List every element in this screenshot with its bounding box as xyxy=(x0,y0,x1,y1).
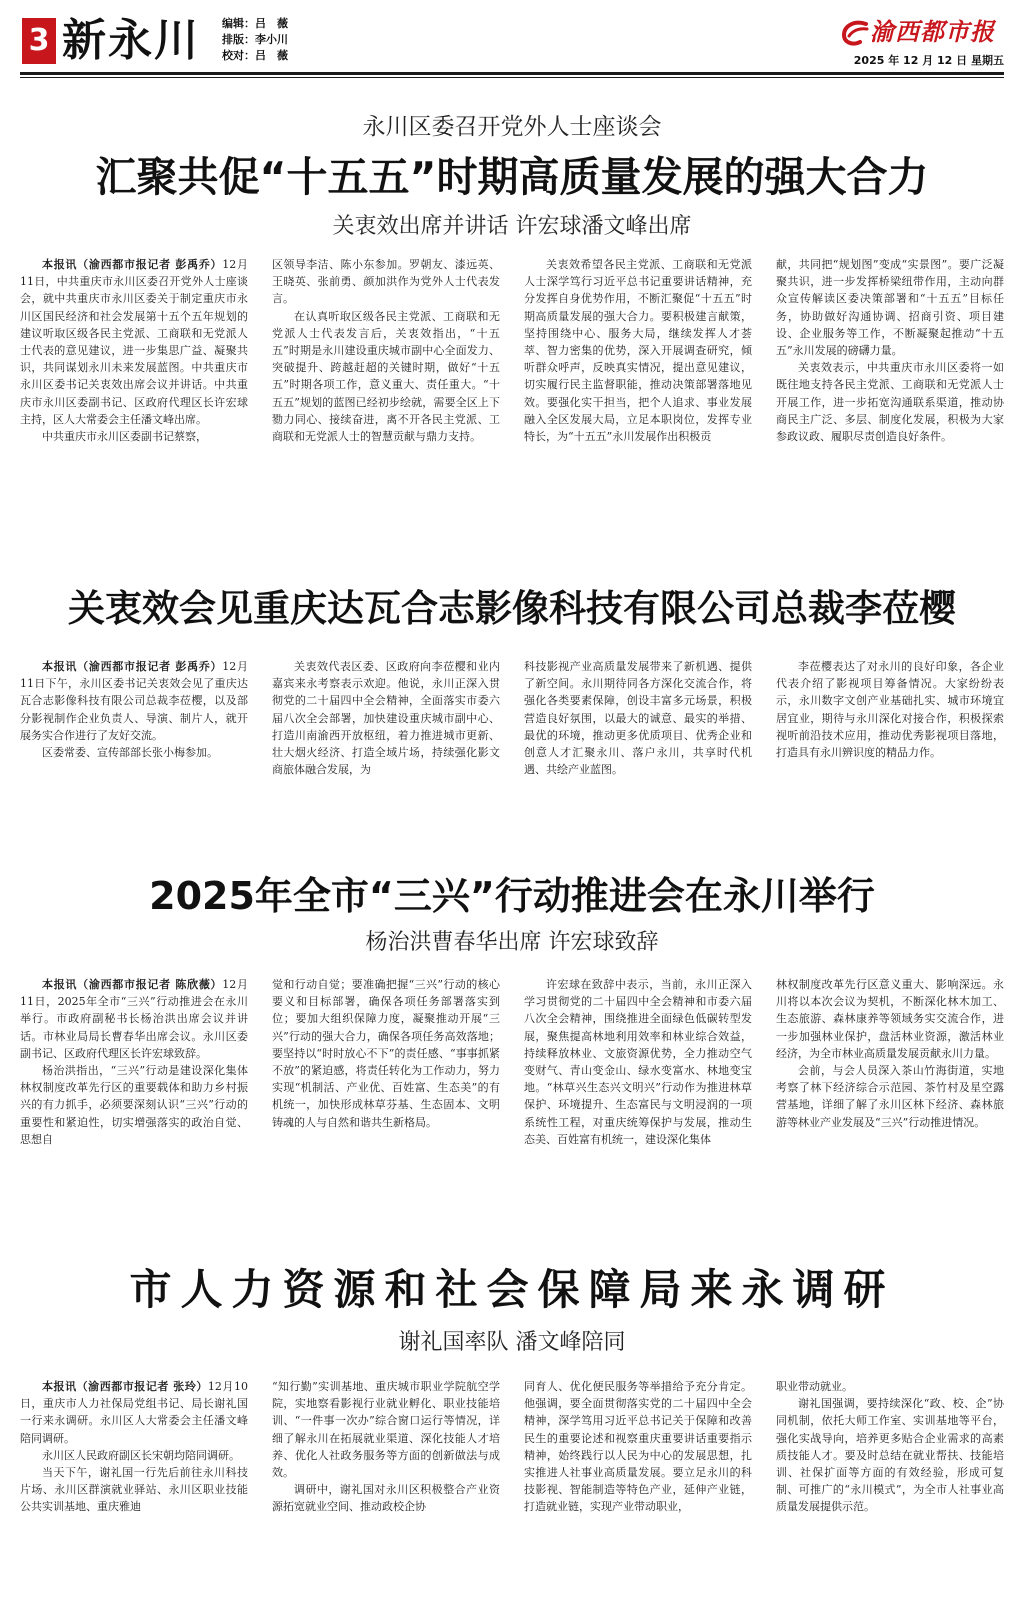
text-column xyxy=(776,658,1004,778)
text-column xyxy=(272,976,500,1148)
paragraph-text: 同育人、优化便民服务等举措给予充分肯定。他强调，要全面贯彻落实党的二十届四中全会精神，深学笃用习近平总书记关于保障和改善民生的重要论述和视察重庆重要讲话重要指示精神，始终践行以人民为中心的发展思想，扎实推进人社事业高质量发展。要立足永川的科技影视、智能制造等特色产业，延伸产业链，打造就业链，实现产业带动职业， xyxy=(524,1380,752,1514)
paragraph xyxy=(776,256,1004,359)
paragraph-text: 当天下午，谢礼国一行先后前往永川科技片场、永川区群演就业驿站、永川区职业技能公共实训基地、重庆雅迪 xyxy=(20,1466,248,1514)
article-headline: 关衷效会见重庆达瓦合志影像科技有限公司总裁李莅樱 xyxy=(68,587,956,630)
article-party-symposium xyxy=(20,112,1004,445)
paragraph xyxy=(20,1378,248,1447)
article-body xyxy=(20,256,1004,445)
issue-date: 2025 年 12 月 12 日 星期五 xyxy=(853,54,1004,67)
paragraph-text: 林权制度改革先行区意义重大、影响深远。永川将以本次会议为契机，不断深化林木加工、生态旅游、森林康养等领域务实交流合作，进一步加强林业保护，盘活林业资源，激活林业经济，为全市林业高质量发展贡献永川力量。 xyxy=(776,978,1004,1060)
text-column xyxy=(20,1378,248,1516)
paragraph-text: 杨治洪指出，“三兴”行动是建设深化集体林权制度改革先行区的重要载体和助力乡村振兴的有力抓手，必须要深刻认识“三兴”行动的重要性和紧迫性，切实增强落实的政治自觉、思想自 xyxy=(20,1064,248,1146)
byline: 本报讯（渝西都市报记者 彭禹乔） xyxy=(42,660,223,673)
paragraph xyxy=(272,976,500,1131)
article-body xyxy=(20,976,1004,1148)
paragraph xyxy=(776,1395,1004,1515)
article-subhead: 杨治洪曹春华出席 许宏球致辞 xyxy=(365,930,659,955)
masthead-rule-thick xyxy=(20,72,1004,75)
paragraph xyxy=(776,658,1004,761)
paragraph-text: 调研中，谢礼国对永川区积极整合产业资源拓宽就业空间、推动政校企协 xyxy=(272,1483,500,1514)
article-headline: 汇聚共促“十五五”时期高质量发展的强大合力 xyxy=(95,153,929,201)
paragraph xyxy=(20,1464,248,1516)
paragraph-text: 在认真听取区级各民主党派、工商联和无党派人士代表发言后，关衷效指出，“十五五”时期是永川建设重庆城市副中心全面发力、突破提升、跨越赶超的关键时期，做好“十五五”时期各项工作，意义重大、责任重大。“十五五”规划的蓝图已经初步绘就，需要全区上下勠力同心、接续奋进，离不开各民主党派、工商联和无党派人士的智慧贡献与鼎力支持。 xyxy=(272,309,500,444)
paragraph xyxy=(524,658,752,778)
paragraph-text: 科技影视产业高质量发展带来了新机遇、提供了新空间。永川期待同各方深化交流合作，将强化各类要素保障，创设丰富多元场景，积极营造良好氛围，以最大的诚意、最实的举措、最优的环境，推动更多优质项目、优秀企业和创意人才汇聚永川、落户永川，共享时代机遇、共绘产业蓝图。 xyxy=(524,660,752,777)
paragraph xyxy=(524,976,752,1148)
paragraph xyxy=(20,976,248,1062)
byline: 本报讯（渝西都市报记者 彭禹乔） xyxy=(42,258,223,271)
paragraph-text: 区领导李洁、陈小东参加。罗朝友、漆远英、王晓英、张前勇、颜加洪作为党外人士代表发言。 xyxy=(272,258,500,306)
credit-proofreader: 校对：吕 薇 xyxy=(222,49,288,62)
editorial-credits xyxy=(222,16,288,64)
paragraph xyxy=(272,1378,500,1481)
paragraph-text: 12月11日下午，永川区委书记关衷效会见了重庆达瓦合志影像科技有限公司总裁李莅樱，以及部分影视制作企业负责人、导演、制片人，就开展务实合作进行了友好交流。 xyxy=(20,660,248,742)
paragraph xyxy=(272,658,500,778)
paragraph-text: 12月11日，2025年全市“三兴”行动推进会在永川举行。市政府副秘书长杨治洪出席会议并讲话。市林业局局长曹春华出席会议。永川区委副书记、区政府代理区长许宏球致辞。 xyxy=(20,978,248,1060)
paragraph-text: 觉和行动自觉；要准确把握“三兴”行动的核心要义和目标部署，确保各项任务部署落实到位；要加大组织保障力度，凝聚推动开展“三兴”行动的强大合力，确保各项任务高效落地；要坚持以“时时放心不下”的责任感、“事事抓紧不放”的紧迫感，将责任转化为工作动力，努力实现“机制活、产业优、百姓富、生态美”的有机统一，加快形成林草芬基、生态固本、文明铸魂的人与自然和谐共生新格局。 xyxy=(272,978,500,1129)
paragraph xyxy=(20,658,248,744)
paragraph-text: 献，共同把“规划图”变成“实景图”。要广泛凝聚共识，进一步发挥桥梁纽带作用，主动向群众宣传解读区委决策部署和“十五五”目标任务，协助做好沟通协调、招商引资、项目建设、企业服务等工作，不断凝聚起推动“十五五”永川发展的磅礴力量。 xyxy=(776,258,1004,358)
page-number: 3 xyxy=(22,18,56,64)
article-headline: 市人力资源和社会保障局来永调研 xyxy=(129,1265,895,1314)
paragraph xyxy=(20,256,248,428)
article-body xyxy=(20,1378,1004,1516)
text-column xyxy=(272,256,500,445)
text-column xyxy=(20,256,248,445)
credit-layout: 排版：李小川 xyxy=(222,33,288,46)
paragraph xyxy=(776,1062,1004,1131)
newspaper-brand xyxy=(840,14,1010,50)
text-column xyxy=(20,976,248,1148)
paragraph-text: 12月11日，中共重庆市永川区委召开党外人士座谈会，就中共重庆市永川区委关于制定重庆市永川区国民经济和社会发展第十五个五年规划的建议听取区级各民主党派、工商联和无党派人士代表的意见建议，进一步集思广益、凝聚共识，共同谋划永川未来发展蓝图。中共重庆市永川区委书记关衷效出席会议并讲话。中共重庆市永川区委副书记、区政府代理区长许宏球主持，区人大常委会主任潘文峰出席。 xyxy=(20,258,248,426)
article-subhead: 谢礼国率队 潘文峰陪同 xyxy=(398,1330,626,1355)
masthead-rule-thin xyxy=(20,77,1004,78)
masthead xyxy=(0,0,1024,86)
text-column xyxy=(272,1378,500,1516)
text-column xyxy=(524,658,752,778)
paragraph-text: 12月10日，重庆市人力社保局党组书记、局长谢礼国一行来永调研。永川区人大常委会主任潘文峰陪同调研。 xyxy=(20,1380,248,1445)
text-column xyxy=(776,256,1004,445)
paragraph-text: 关衷效代表区委、区政府向李莅樱和业内嘉宾来永考察表示欢迎。他说，永川正深入贯彻党的二十届四中全会精神，全面落实市委六届八次全会部署，加快建设重庆城市副中心、打造川南渝西开放枢纽，着力推进城市更新、壮大烟火经济、打造全域片场，持续强化影文商旅体融合发展，为 xyxy=(272,660,500,777)
paragraph xyxy=(272,256,500,308)
paragraph xyxy=(272,1481,500,1515)
paragraph-text: 关衷效希望各民主党派、工商联和无党派人士深学笃行习近平总书记重要讲话精神，充分发挥自身优势作用，不断汇聚促“十五五”时期高质量发展的强大合力。要积极建言献策，坚持围绕中心、服务大局，继续发挥人才荟萃、智力密集的优势，深入开展调查研究，倾听群众呼声，反映真实情况，提出意见建议，切实履行民主监督职能，推动决策部署落地见效。要强化实干担当，把个人追求、事业发展融入全区发展大局，立足本职岗位，发挥专业特长，为“十五五”永川发展作出积极贡 xyxy=(524,258,752,444)
text-column xyxy=(272,658,500,778)
article-subhead: 关衷效出席并讲话 许宏球潘文峰出席 xyxy=(332,214,692,239)
paragraph-text: 职业带动就业。 xyxy=(776,1380,853,1393)
paragraph xyxy=(524,1378,752,1516)
paragraph-text: “知行勤”实训基地、重庆城市职业学院航空学院，实地察看影视行业就业孵化、职业技能培训、“一件事一次办”综合窗口运行等情况，详细了解永川在拓展就业渠道、深化技能人才培养、优化人社政务服务等方面的创新做法与成效。 xyxy=(272,1380,500,1480)
article-headline: 2025年全市“三兴”行动推进会在永川举行 xyxy=(149,874,875,918)
paragraph xyxy=(20,1062,248,1148)
text-column xyxy=(776,1378,1004,1516)
text-column xyxy=(20,658,248,778)
paragraph xyxy=(20,428,248,445)
newspaper-name: 渝西都市报 xyxy=(870,17,995,46)
text-column xyxy=(524,256,752,445)
paragraph xyxy=(776,976,1004,1062)
article-body xyxy=(20,658,1004,778)
credit-editor: 编辑：吕 薇 xyxy=(222,17,288,30)
byline: 本报讯（渝西都市报记者 张玲） xyxy=(42,1380,208,1393)
paragraph xyxy=(776,1378,1004,1395)
paragraph-text: 许宏球在致辞中表示，当前，永川正深入学习贯彻党的二十届四中全会精神和市委六届八次全会精神，围绕推进全面绿色低碳转型发展，聚焦提高林地利用效率和林业综合效益，持续释放林业、文旅资源优势，全力推动空气变财气、青山变金山、绿水变富水、林地变宝地。“林草兴生态兴文明兴”行动作为推进林草保护、环境提升、生态富民与文明浸润的一项系统性工程，对重庆统筹保护与发展，推动生态美、百姓富有机统一，建设深化集体 xyxy=(524,978,752,1146)
paragraph xyxy=(272,308,500,446)
paragraph-text: 中共重庆市永川区委副书记蔡察， xyxy=(42,430,207,444)
article-hrss-inspection xyxy=(20,1262,1004,1516)
paragraph-text: 永川区人民政府副区长宋朝均陪同调研。 xyxy=(42,1448,240,1462)
article-kicker: 永川区委召开党外人士座谈会 xyxy=(362,114,662,140)
paragraph-text: 李莅樱表达了对永川的良好印象，各企业代表介绍了影视项目筹备情况。大家纷纷表示，永川数字文创产业基础扎实、城市环境宜居宜业，期待与永川深化对接合作，积极探索视听前沿技术应用，推动优秀影视项目落地，打造具有永川辨识度的精品力作。 xyxy=(776,660,1004,760)
paragraph-text: 区委常委、宣传部部长张小梅参加。 xyxy=(42,746,218,760)
text-column xyxy=(776,976,1004,1148)
paragraph xyxy=(20,1447,248,1464)
paragraph-text: 关衷效表示，中共重庆市永川区委将一如既往地支持各民主党派、工商联和无党派人士开展工作，进一步拓宽沟通联系渠道，推动协商民主广泛、多层、制度化发展，积极为大家参政议政、履职尽责创造良好条件。 xyxy=(776,361,1004,444)
newspaper-logo-icon xyxy=(840,18,870,48)
text-column xyxy=(524,976,752,1148)
paragraph xyxy=(524,256,752,445)
paragraph-text: 谢礼国强调，要持续深化“政、校、企”协同机制，依托大师工作室、实训基地等平台，强化实战导向，培养更多贴合企业需求的高素质技能人才。要及时总结在就业帮扶、技能培训、社保扩面等方面的有效经验，形成可复制、可推广的“永川模式”，为全市人社事业高质量发展提供示范。 xyxy=(776,1397,1004,1514)
paragraph-text: 会前，与会人员深入茶山竹海街道，实地考察了林下经济综合示范园、茶竹村及星空露营基地，详细了解了永川区林下经济、森林旅游等林业产业发展及“三兴”行动推进情况。 xyxy=(776,1064,1004,1129)
edition-title: 新永川 xyxy=(62,15,200,66)
article-film-company-meeting xyxy=(20,584,1004,778)
text-column xyxy=(524,1378,752,1516)
paragraph xyxy=(776,359,1004,445)
byline: 本报讯（渝西都市报记者 陈欣薇） xyxy=(42,978,223,991)
paragraph xyxy=(20,744,248,761)
article-sanxing-conference xyxy=(20,870,1004,1148)
